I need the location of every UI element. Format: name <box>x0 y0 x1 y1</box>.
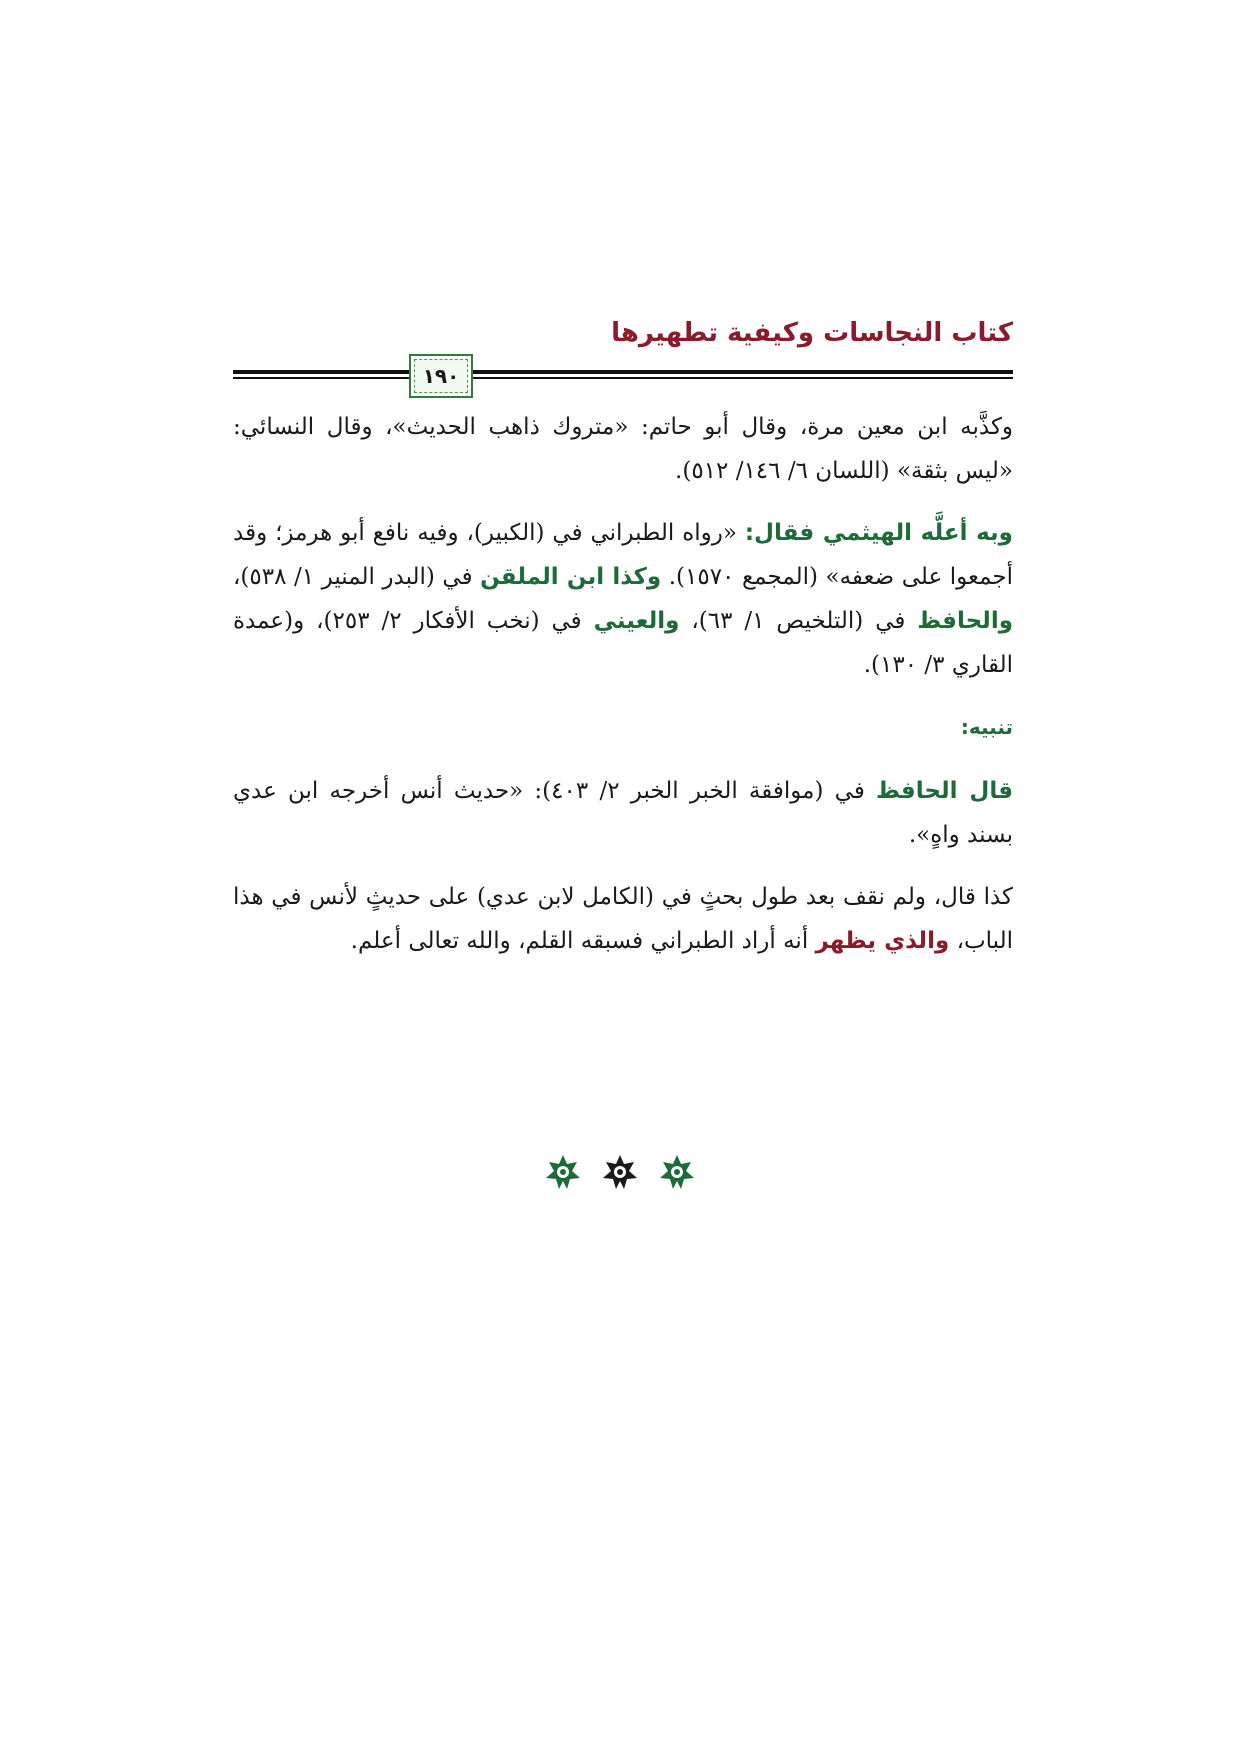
green-flower-ornament-icon <box>659 1154 695 1190</box>
green-flower-ornament-icon <box>545 1154 581 1190</box>
book-title: كتاب النجاسات وكيفية تطهيرها <box>611 318 1013 348</box>
page-header <box>233 318 1013 388</box>
highlight-qal-hafiz: قال الحافظ <box>876 778 1014 804</box>
paragraph-2 <box>233 511 1013 687</box>
paragraph-4-text-1: كذا قال، ولم نقف بعد طول بحثٍ في (الكامل لابن عدي) على حديثٍ لأنس في هذا الباب، <box>233 884 1013 954</box>
paragraph-2-text-1: «رواه الطبراني في (الكبير)، وفيه نافع أبو هرمز؛ وقد أجمعوا على ضعفه» (المجمع ١٥٧٠). <box>233 520 1013 590</box>
page-number: ١٩٠ <box>414 359 468 393</box>
paragraph-2-text-2: في (البدر المنير ١/ ٥٣٨)، <box>233 564 481 590</box>
section-end-ornaments <box>0 1154 1240 1194</box>
paragraph-3-text-1: في (موافقة الخبر الخبر ٢/ ٤٠٣): «حديث أنس أخرجه ابن عدي بسند واهٍ». <box>233 778 1013 848</box>
highlight-hafiz: والحافظ <box>917 608 1013 634</box>
note-heading: تنبيه: <box>960 715 1013 739</box>
paragraph-2-text-4: في (نخب الأفكار ٢/ ٢٥٣)، و(عمدة القاري ٣/ ١٣٠). <box>233 608 1013 678</box>
paragraph-2-text-3: في (التلخيص ١/ ٦٣)، <box>679 608 918 634</box>
paragraph-1: وكذَّبه ابن معين مرة، وقال أبو حاتم: «متروك ذاهب الحديث»، وقال النسائي: «ليس بثقة» (اللسان ٦/ ١٤٦/ ٥١٢). <box>233 414 1013 484</box>
paragraph-3 <box>233 769 1013 857</box>
highlight-ayni: والعيني <box>593 608 680 634</box>
header-rule-thin <box>233 377 1013 379</box>
highlight-alladhi-yazhar: والذي يظهر <box>815 928 950 954</box>
header-rule-thick <box>233 370 1013 374</box>
page-number-badge <box>409 354 473 398</box>
paragraph-4 <box>233 875 1013 963</box>
highlight-haythami: وبه أعلَّه الهيثمي فقال: <box>744 520 1013 546</box>
paragraph-4-text-2: أنه أراد الطبراني فسبقه القلم، والله تعالى أعلم. <box>350 928 816 954</box>
highlight-ibn-mulaqqin: وكذا ابن الملقن <box>480 564 662 590</box>
black-flower-ornament-icon <box>602 1154 638 1190</box>
page-content <box>233 405 1013 981</box>
